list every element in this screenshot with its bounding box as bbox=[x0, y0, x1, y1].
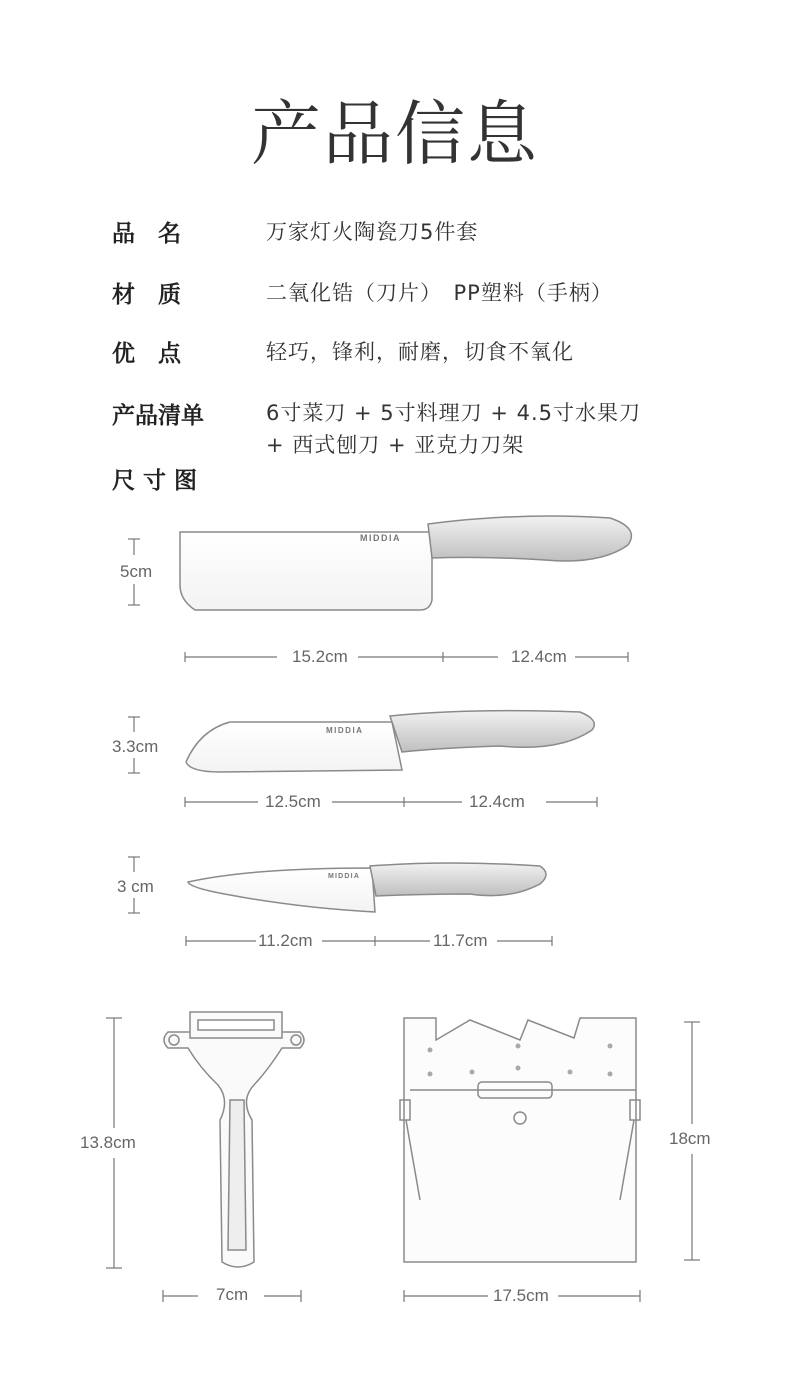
cleaver-height-label: 5cm bbox=[120, 562, 153, 581]
page-title: 产品信息 bbox=[251, 93, 539, 175]
santoku-blade-length-label: 12.5cm bbox=[265, 792, 321, 811]
cleaver-blade-length-label: 15.2cm bbox=[292, 647, 348, 666]
santoku-height-label: 3.3cm bbox=[112, 737, 159, 756]
stand-width-label: 17.5cm bbox=[493, 1286, 549, 1305]
fruit-knife-blade-length-label: 11.2cm bbox=[258, 931, 313, 950]
peeler-height-label: 13.8cm bbox=[80, 1133, 136, 1152]
santoku-handle-length-label: 12.4cm bbox=[469, 792, 525, 811]
brand-logo-2: MIDDIA bbox=[326, 726, 364, 735]
stand-height-label: 18cm bbox=[669, 1129, 711, 1148]
peeler-width-label: 7cm bbox=[216, 1285, 249, 1304]
peeler bbox=[164, 1012, 304, 1267]
spec-value-name: 万家灯火陶瓷刀5件套 bbox=[266, 220, 479, 244]
spec-value-contents: 6寸菜刀 + 5寸料理刀 + 4.5寸水果刀 bbox=[266, 401, 642, 425]
spec-label-contents: 产品清单 bbox=[112, 403, 204, 429]
fruit-knife-height-label: 3 cm bbox=[117, 877, 154, 896]
fruit-knife-handle-length-label: 11.7cm bbox=[433, 931, 488, 950]
spec-label-advantage: 优 点 bbox=[112, 341, 181, 367]
brand-logo-3: MIDDIA bbox=[328, 873, 361, 880]
spec-value-material: 二氧化锆（刀片） PP塑料（手柄） bbox=[266, 281, 613, 305]
spec-label-size-chart: 尺 寸 图 bbox=[112, 468, 198, 494]
spec-value-advantage: 轻巧，锋利，耐磨，切食不氧化 bbox=[266, 340, 574, 364]
knife-stand bbox=[400, 1018, 640, 1262]
cleaver-knife bbox=[180, 516, 631, 610]
brand-logo-1: MIDDIA bbox=[360, 533, 401, 543]
santoku-knife bbox=[186, 711, 594, 772]
spec-label-name: 品 名 bbox=[112, 221, 181, 247]
cleaver-handle-length-label: 12.4cm bbox=[511, 647, 567, 666]
spec-label-material: 材 质 bbox=[112, 282, 181, 308]
fruit-knife bbox=[188, 863, 546, 912]
spec-value-contents-line2: + 西式刨刀 + 亚克力刀架 bbox=[266, 433, 525, 457]
